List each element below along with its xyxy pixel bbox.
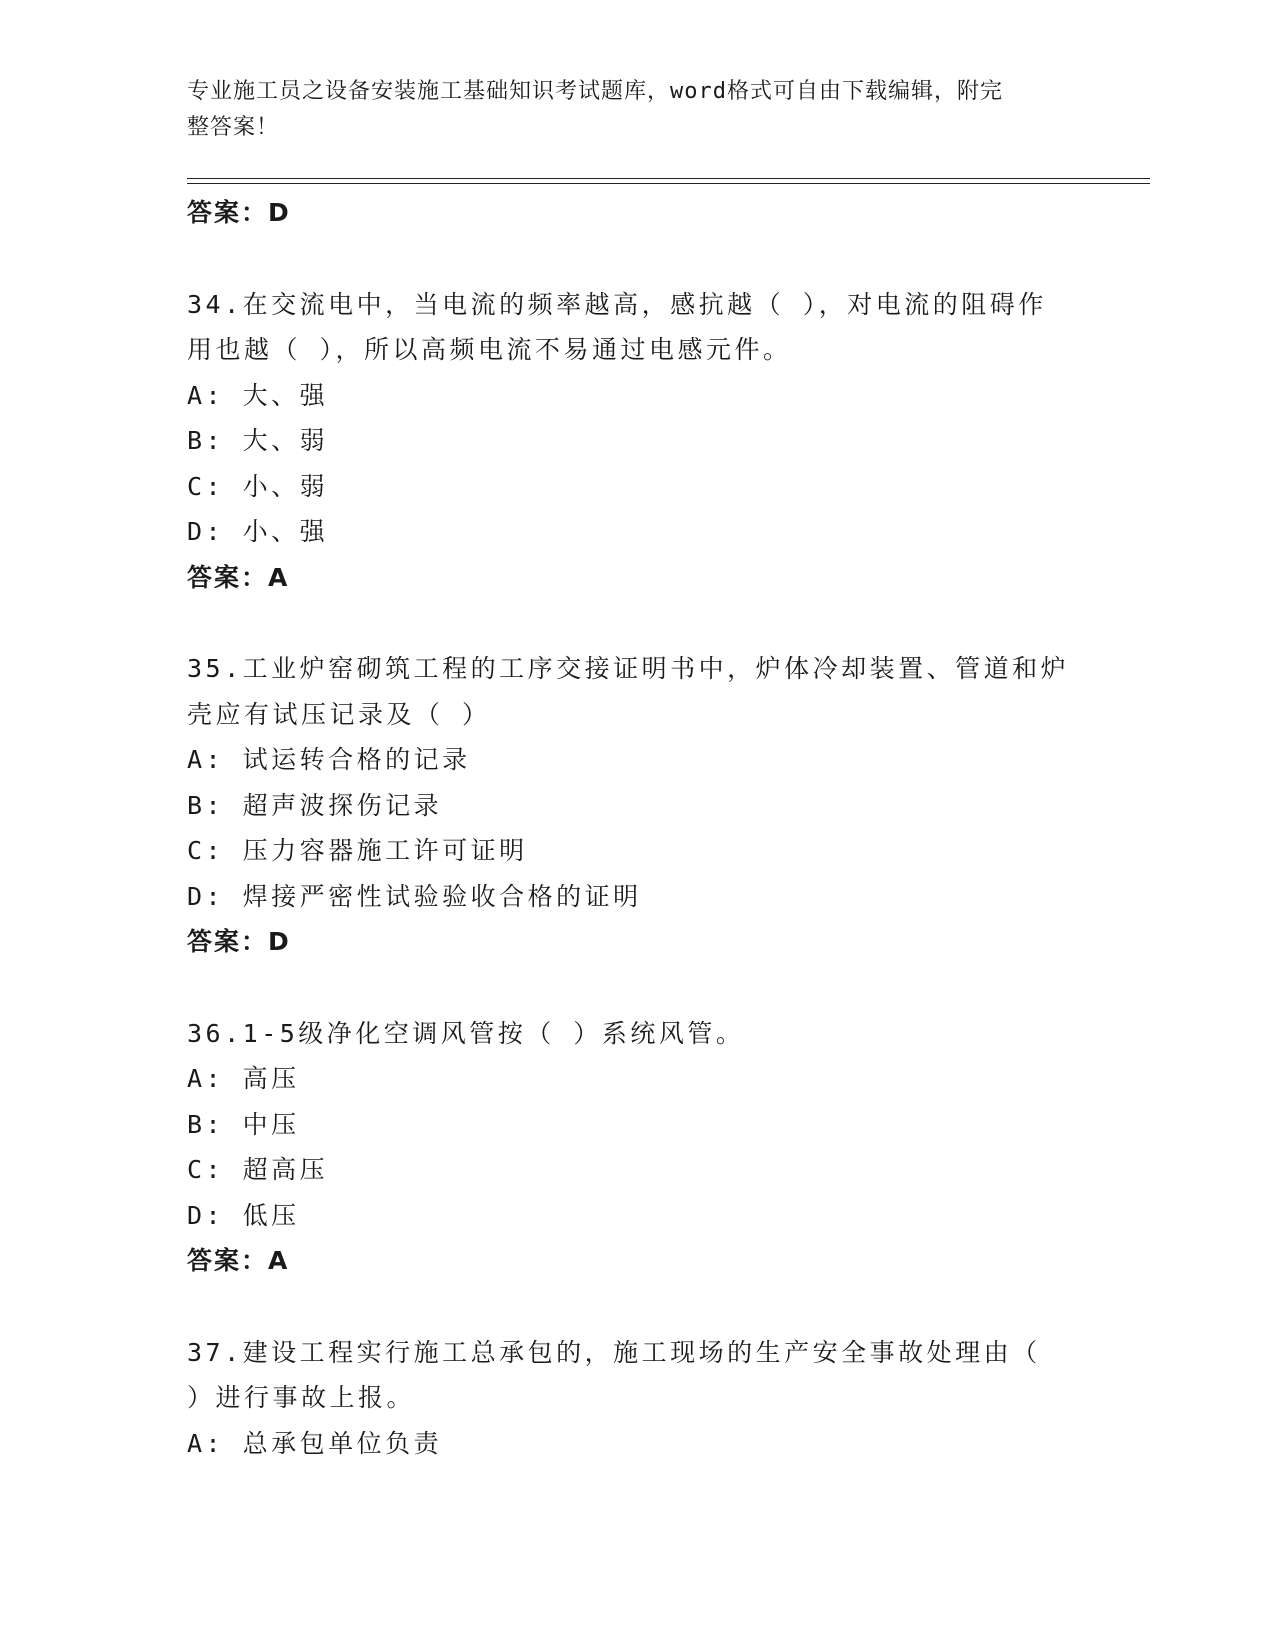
question-36 — [187, 1011, 1087, 1284]
header-line-2: 整答案！ — [187, 115, 280, 140]
question-text-line-2: ）进行事故上报。 — [187, 1383, 416, 1412]
option-b: B: 中压 — [187, 1109, 300, 1139]
spacer — [187, 1284, 1087, 1330]
question-text-line-2: 壳应有试压记录及（ ） — [187, 699, 491, 729]
option-c: C: 小、弱 — [187, 471, 329, 501]
header-divider-bottom — [187, 183, 1150, 184]
header-divider-top — [187, 178, 1150, 179]
question-37 — [187, 1330, 1087, 1467]
option-a: A: 大、强 — [187, 380, 329, 410]
previous-answer: 答案：D — [187, 198, 291, 227]
answer-line: 答案：A — [187, 1246, 290, 1275]
option-c: C: 压力容器施工许可证明 — [187, 836, 528, 865]
spacer — [187, 236, 1087, 282]
option-a: A: 试运转合格的记录 — [187, 745, 471, 774]
option-d: D: 焊接严密性试验验收合格的证明 — [187, 881, 642, 911]
header-line-1: 专业施工员之设备安装施工基础知识考试题库，word格式可自由下载编辑，附完 — [187, 79, 1003, 104]
question-34 — [187, 282, 1087, 601]
question-text-line-1: 37.建设工程实行施工总承包的，施工现场的生产安全事故处理由（ — [187, 1337, 1041, 1367]
spacer — [187, 600, 1087, 646]
question-list — [187, 190, 1087, 1466]
option-d: D: 低压 — [187, 1200, 300, 1230]
question-text-line-1: 35.工业炉窑砌筑工程的工序交接证明书中，炉体冷却装置、管道和炉 — [187, 654, 1070, 683]
answer-line: 答案：D — [187, 927, 291, 956]
option-a: A: 高压 — [187, 1064, 300, 1093]
option-b: B: 超声波探伤记录 — [187, 790, 443, 820]
option-a: A: 总承包单位负责 — [187, 1428, 443, 1458]
question-35 — [187, 646, 1087, 965]
question-text-line-1: 34.在交流电中，当电流的频率越高，感抗越（ ），对电流的阻碍作 — [187, 289, 1047, 319]
answer-line: 答案：A — [187, 562, 290, 592]
document-header — [187, 74, 1067, 146]
option-c: C: 超高压 — [187, 1155, 329, 1184]
question-text-line-2: 用也越（ ），所以高频电流不易通过电感元件。 — [187, 335, 792, 364]
option-d: D: 小、强 — [187, 517, 329, 546]
option-b: B: 大、弱 — [187, 426, 329, 455]
question-text-line-1: 36.1-5级净化空调风管按（ ）系统风管。 — [187, 1018, 745, 1048]
spacer — [187, 965, 1087, 1011]
